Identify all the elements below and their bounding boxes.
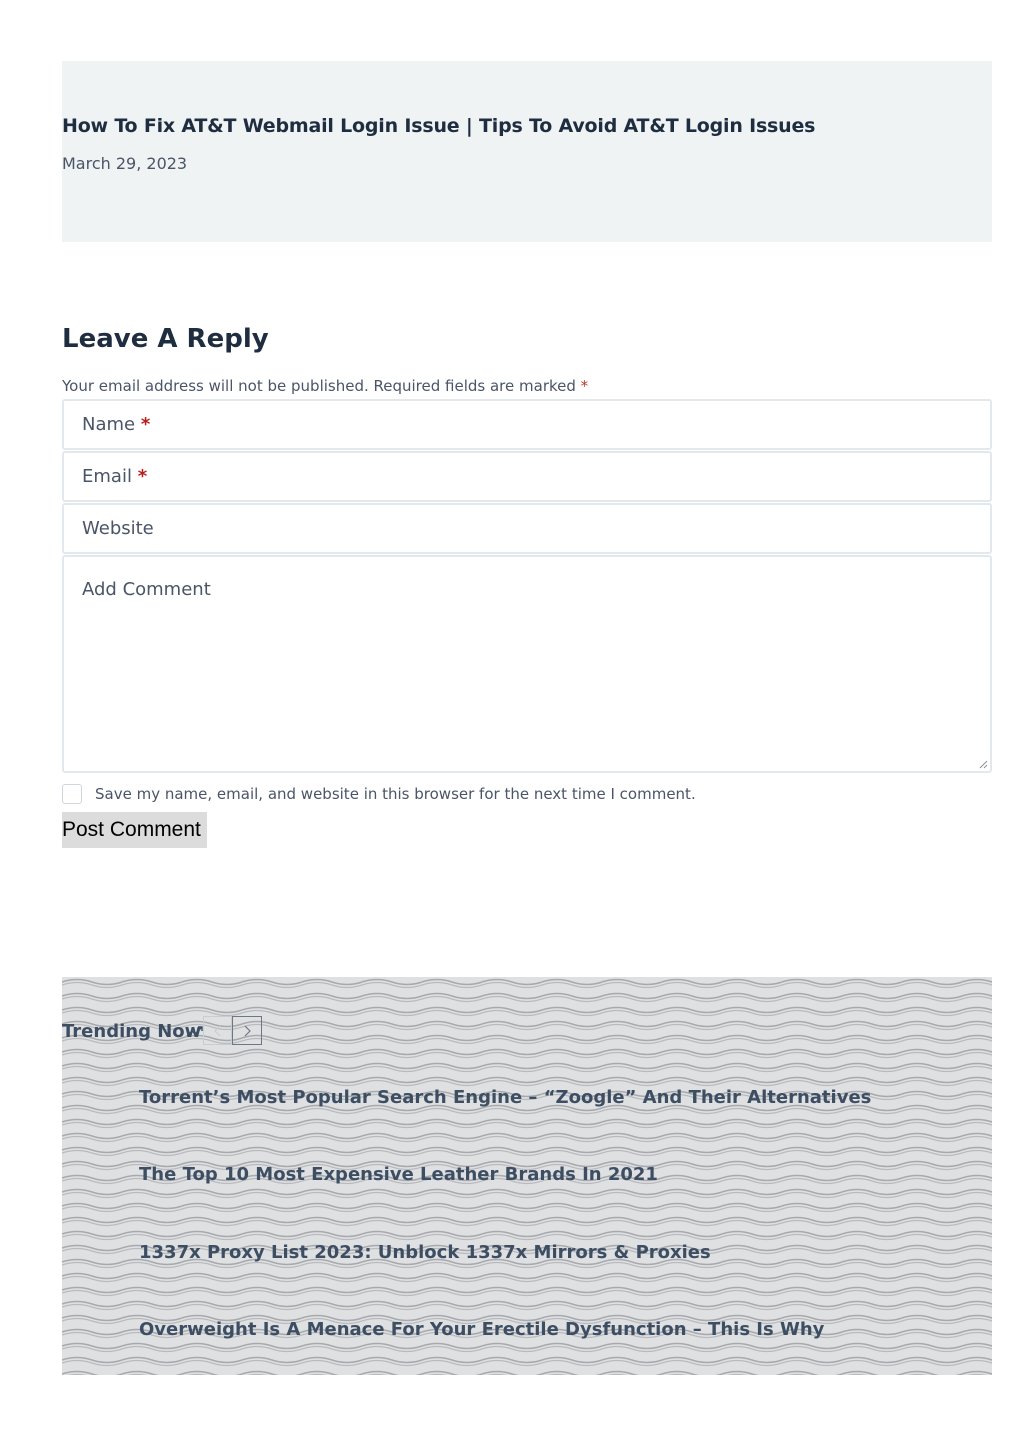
trending-next-button[interactable] [232, 1016, 262, 1045]
website-field[interactable] [62, 503, 992, 554]
related-post-date: March 29, 2023 [62, 154, 188, 173]
comment-placeholder: Add Comment [82, 579, 211, 600]
email-placeholder [82, 466, 147, 487]
save-info-label[interactable]: Save my name, email, and website in this browser for the next time I comment. [95, 785, 696, 803]
related-post-title-link[interactable]: How To Fix AT&T Webmail Login Issue | Tips To Avoid AT&T Login Issues [62, 115, 816, 137]
reply-heading: Leave A Reply [62, 324, 269, 354]
post-comment-button[interactable]: Post Comment [62, 812, 207, 848]
comment-textarea[interactable] [62, 555, 992, 773]
name-field[interactable] [62, 399, 992, 450]
required-marker: * [580, 377, 589, 395]
name-placeholder-text: Name [82, 414, 136, 435]
email-field[interactable] [62, 451, 992, 502]
name-placeholder [82, 414, 150, 435]
reply-note-text: Your email address will not be published. Required fields are marked [62, 377, 576, 395]
trending-prev-button[interactable] [203, 1016, 232, 1045]
chevron-left-icon [213, 1025, 223, 1037]
trending-up-icon [186, 1024, 204, 1038]
trending-title: Trending Now [62, 1021, 202, 1042]
trending-item-4[interactable]: Overweight Is A Menace For Your Erectile Dysfunction – This Is Why [139, 1319, 825, 1340]
reply-note [62, 377, 588, 395]
trending-item-2[interactable]: The Top 10 Most Expensive Leather Brands In 2021 [139, 1164, 658, 1185]
chevron-right-icon [242, 1025, 252, 1037]
save-info-checkbox[interactable] [62, 784, 82, 804]
trending-item-1[interactable]: Torrent’s Most Popular Search Engine – “Zoogle” And Their Alternatives [139, 1087, 872, 1108]
resize-handle-icon[interactable] [978, 759, 988, 769]
related-post-card [62, 61, 992, 242]
email-required-marker: * [137, 466, 148, 487]
website-placeholder: Website [82, 518, 154, 539]
trending-item-3[interactable]: 1337x Proxy List 2023: Unblock 1337x Mirrors & Proxies [139, 1242, 711, 1263]
name-required-marker: * [140, 414, 151, 435]
email-placeholder-text: Email [82, 466, 132, 487]
